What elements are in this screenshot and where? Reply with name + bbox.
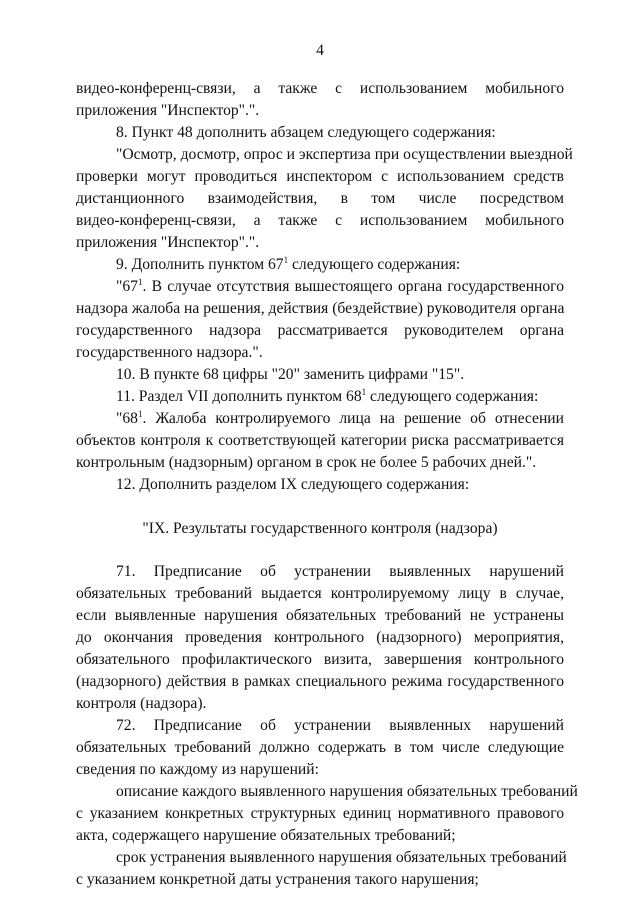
text-line (116, 408, 564, 430)
text-line: обязательных требований должно содержать в том числе следующие (76, 739, 564, 756)
text-line: контрольным (надзорным) органом в срок не более 5 рабочих дней.". (76, 454, 537, 471)
text-line: до окончания проведения контрольного (надзорного) мероприятия, (76, 629, 564, 646)
text-line: приложения "Инспектор".". (76, 234, 260, 251)
text-line: акта, содержащего нарушение обязательных требований; (76, 827, 456, 844)
text-line: надзора жалоба на решения, действия (бездействие) руководителя органа (76, 300, 565, 317)
text-line: сведения по каждому из нарушений: (76, 761, 319, 778)
text-line: с указанием конкретной даты устранения такого нарушения; (76, 871, 479, 888)
text-run: следующего содержания: (366, 388, 539, 405)
text-run: 11. Раздел VII дополнить пунктом 68 (116, 388, 362, 405)
text-run: "68 (116, 410, 138, 427)
text-line: видео-конференц-связи, а также с использованием мобильного (76, 80, 564, 97)
text-line: проверки могут проводиться инспектором с использованием средств (76, 168, 564, 185)
text-run: 9. Дополнить пунктом 67 (116, 256, 284, 273)
text-run: "67 (116, 278, 138, 295)
superscript: 1 (283, 255, 289, 265)
text-line: дистанционного взаимодействия, в том числе посредством (76, 190, 564, 207)
text-line: объектов контроля к соответствующей категории риска рассматривается (76, 432, 564, 449)
text-line: видео-конференц-связи, а также с использованием мобильного (76, 212, 564, 229)
text-line: 12. Дополнить разделом IX следующего содержания: (116, 476, 470, 493)
page-number: 4 (316, 42, 324, 59)
text-run: следующего содержания: (288, 256, 461, 273)
text-line (116, 276, 564, 298)
text-run: . Жалоба контролируемого лица на решение об отнесении (142, 410, 564, 427)
text-line: приложения "Инспектор".". (76, 102, 260, 119)
text-line (116, 254, 564, 276)
text-line: 10. В пункте 68 цифры "20" заменить цифрами "15". (116, 366, 465, 383)
text-line: (надзорного) действия в рамках специального режима государственного (76, 673, 564, 690)
text-run: . В случае отсутствия вышестоящего органа государственного (142, 278, 564, 295)
text-line: "Осмотр, досмотр, опрос и экспертиза при осуществлении выездной (116, 146, 573, 163)
superscript: 1 (137, 409, 143, 419)
text-line: с указанием конкретных структурных единиц нормативного правового (76, 805, 564, 822)
text-line: 8. Пункт 48 дополнить абзацем следующего содержания: (116, 124, 496, 141)
superscript: 1 (137, 277, 143, 287)
text-line: обязательного профилактического визита, завершения контрольного (76, 651, 564, 668)
text-line: если выявленные нарушения обязательных требований не устранены (76, 607, 564, 624)
text-line: обязательных требований выдается контролируемому лицу в случае, (76, 585, 564, 602)
text-line (116, 386, 564, 408)
text-line: 71. Предписание об устранении выявленных нарушений (116, 563, 564, 580)
superscript: 1 (361, 387, 367, 397)
text-line: срок устранения выявленного нарушения обязательных требований (116, 849, 567, 866)
section-heading: "IX. Результаты государственного контроля (надзора) (142, 520, 498, 537)
text-line: 72. Предписание об устранении выявленных нарушений (116, 717, 564, 734)
text-line: государственного надзора.". (76, 344, 263, 361)
text-line: государственного надзора рассматривается руководителем органа (76, 322, 564, 339)
text-line: контроля (надзора). (76, 695, 207, 712)
text-line: описание каждого выявленного нарушения обязательных требований (116, 783, 578, 800)
